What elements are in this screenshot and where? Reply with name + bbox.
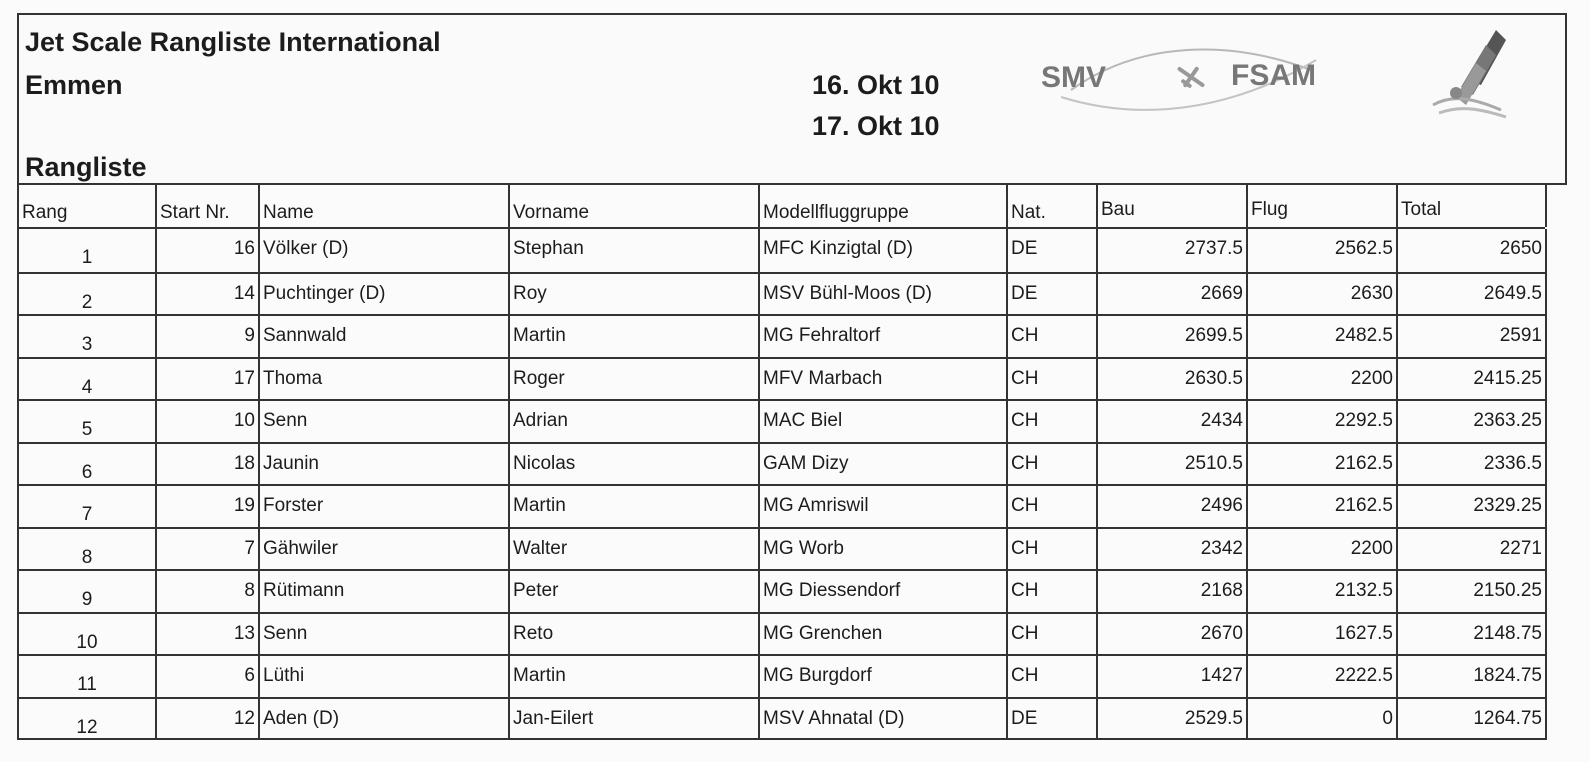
cell-total: 2591 <box>1499 325 1542 346</box>
table-row <box>19 229 1545 272</box>
cell-modellfluggruppe: MAC Biel <box>760 401 1008 442</box>
cell-total: 2649.5 <box>1483 282 1542 304</box>
cell-flug: 2222.5 <box>1248 656 1398 697</box>
cell-rang: 3 <box>19 316 157 357</box>
cell-bau: 2737.5 <box>1098 229 1248 272</box>
cell-name: Forster <box>260 486 510 527</box>
smv-fsam-logo <box>1031 35 1331 115</box>
eagle-emblem-icon <box>1411 25 1521 135</box>
cell-total: 2415.25 <box>1473 367 1542 389</box>
cell-name: Sannwald <box>260 316 510 357</box>
column-header-rang: Rang <box>19 185 157 227</box>
cell-vorname: Adrian <box>510 401 760 442</box>
cell-total: 1264.75 <box>1473 707 1542 729</box>
column-header-vorname: Vorname <box>510 185 760 227</box>
cell-vorname: Martin <box>510 656 760 697</box>
cell-nat: CH <box>1008 444 1098 485</box>
cell-nat: CH <box>1008 359 1098 400</box>
cell-flug: 2162.5 <box>1248 444 1398 485</box>
cell-start-nr: 19 <box>157 486 260 527</box>
cell-nat: DE <box>1008 699 1098 740</box>
cell-modellfluggruppe: MG Burgdorf <box>760 656 1008 697</box>
cell-modellfluggruppe: MFC Kinzigtal (D) <box>760 229 1008 272</box>
column-header-total: Total <box>1398 185 1547 227</box>
column-header-start-nr: Start Nr. <box>157 185 260 227</box>
cell-bau: 2434 <box>1098 401 1248 442</box>
cell-start-nr: 13 <box>157 614 260 655</box>
cell-rang: 10 <box>19 614 157 655</box>
cell-total: 2650 <box>1499 238 1542 259</box>
cell-flug: 2162.5 <box>1248 486 1398 527</box>
cell-total: 2336.5 <box>1483 452 1542 474</box>
cell-start-nr: 9 <box>157 316 260 357</box>
cell-rang: 9 <box>19 571 157 612</box>
cell-modellfluggruppe: MFV Marbach <box>760 359 1008 400</box>
cell-start-nr: 6 <box>157 656 260 697</box>
logo-text-fsam: FSAM <box>1231 59 1316 92</box>
cell-start-nr: 16 <box>157 229 260 272</box>
table-row <box>19 612 1545 655</box>
cell-modellfluggruppe: MG Amriswil <box>760 486 1008 527</box>
cell-name: Aden (D) <box>260 699 510 740</box>
cell-total: 1824.75 <box>1473 665 1542 686</box>
cell-flug: 2482.5 <box>1248 316 1398 357</box>
cell-start-nr: 8 <box>157 571 260 612</box>
logo-text-smv: SMV <box>1041 61 1107 94</box>
cell-bau: 2168 <box>1098 571 1248 612</box>
cell-rang: 11 <box>19 656 157 697</box>
cell-vorname: Walter <box>510 529 760 570</box>
cell-name: Senn <box>260 614 510 655</box>
column-header-modellfluggruppe: Modellfluggruppe <box>760 185 1008 227</box>
cell-bau: 2670 <box>1098 614 1248 655</box>
table-row <box>19 442 1545 485</box>
column-header-name: Name <box>260 185 510 227</box>
cell-bau: 2529.5 <box>1098 699 1248 740</box>
table-row <box>19 697 1545 740</box>
table-row <box>19 399 1545 442</box>
cell-name: Lüthi <box>260 656 510 697</box>
cell-nat: DE <box>1008 229 1098 272</box>
cell-vorname: Peter <box>510 571 760 612</box>
table-row <box>19 527 1545 570</box>
cell-nat: CH <box>1008 656 1098 697</box>
cell-flug: 1627.5 <box>1248 614 1398 655</box>
table-row <box>19 654 1545 697</box>
cell-nat: CH <box>1008 401 1098 442</box>
cell-name: Völker (D) <box>260 229 510 272</box>
table-row <box>19 314 1545 357</box>
cell-nat: CH <box>1008 614 1098 655</box>
cell-rang: 4 <box>19 359 157 400</box>
cell-name: Rütimann <box>260 571 510 612</box>
cell-rang: 8 <box>19 529 157 570</box>
column-header-nat: Nat. <box>1008 185 1098 227</box>
cell-modellfluggruppe: MG Diessendorf <box>760 571 1008 612</box>
cell-flug: 2200 <box>1248 529 1398 570</box>
cell-name: Gähwiler <box>260 529 510 570</box>
column-header-bau: Bau <box>1098 185 1248 227</box>
cell-vorname: Jan-Eilert <box>510 699 760 740</box>
cell-nat: CH <box>1008 571 1098 612</box>
cell-total: 2329.25 <box>1473 495 1542 516</box>
cell-modellfluggruppe: MSV Bühl-Moos (D) <box>760 274 1008 315</box>
cell-bau: 2496 <box>1098 486 1248 527</box>
cell-modellfluggruppe: MSV Ahnatal (D) <box>760 699 1008 740</box>
cell-start-nr: 12 <box>157 699 260 740</box>
cell-flug: 2562.5 <box>1248 229 1398 272</box>
cell-vorname: Martin <box>510 316 760 357</box>
cell-rang: 12 <box>19 699 157 740</box>
cell-name: Thoma <box>260 359 510 400</box>
cell-total: 2271 <box>1499 537 1542 559</box>
cell-vorname: Roy <box>510 274 760 315</box>
table-row <box>19 484 1545 527</box>
cell-rang: 5 <box>19 401 157 442</box>
cell-total: 2148.75 <box>1473 622 1542 644</box>
event-location: Emmen <box>25 70 123 100</box>
cell-vorname: Nicolas <box>510 444 760 485</box>
cell-rang: 2 <box>19 274 157 315</box>
cell-name: Senn <box>260 401 510 442</box>
table-row <box>19 569 1545 612</box>
event-date-2: 17. Okt 10 <box>812 111 940 141</box>
table-row <box>19 357 1545 400</box>
cell-bau: 2510.5 <box>1098 444 1248 485</box>
cell-bau: 2342 <box>1098 529 1248 570</box>
cell-start-nr: 10 <box>157 401 260 442</box>
cell-nat: DE <box>1008 274 1098 315</box>
results-table <box>17 229 1547 740</box>
cell-name: Puchtinger (D) <box>260 274 510 315</box>
cell-flug: 2630 <box>1248 274 1398 315</box>
table-row <box>19 272 1545 315</box>
event-date-1: 16. Okt 10 <box>812 70 940 100</box>
cell-bau: 2669 <box>1098 274 1248 315</box>
cell-total: 2363.25 <box>1473 410 1542 431</box>
cell-bau: 2630.5 <box>1098 359 1248 400</box>
table-header-row <box>17 185 1545 229</box>
cell-flug: 2132.5 <box>1248 571 1398 612</box>
column-header-flug: Flug <box>1248 185 1398 227</box>
cell-modellfluggruppe: GAM Dizy <box>760 444 1008 485</box>
page-title: Jet Scale Rangliste International <box>25 27 441 57</box>
cell-vorname: Stephan <box>510 229 760 272</box>
cell-rang: 6 <box>19 444 157 485</box>
cell-modellfluggruppe: MG Worb <box>760 529 1008 570</box>
section-title: Rangliste <box>25 152 147 182</box>
cell-modellfluggruppe: MG Grenchen <box>760 614 1008 655</box>
cell-rang: 1 <box>19 229 157 272</box>
cell-rang: 7 <box>19 486 157 527</box>
cell-start-nr: 14 <box>157 274 260 315</box>
cell-start-nr: 18 <box>157 444 260 485</box>
cell-flug: 0 <box>1248 699 1398 740</box>
cell-total: 2150.25 <box>1473 580 1542 601</box>
cell-vorname: Roger <box>510 359 760 400</box>
cell-bau: 1427 <box>1098 656 1248 697</box>
airplane-icon <box>1174 61 1208 93</box>
cell-nat: CH <box>1008 486 1098 527</box>
cell-name: Jaunin <box>260 444 510 485</box>
cell-bau: 2699.5 <box>1098 316 1248 357</box>
cell-start-nr: 17 <box>157 359 260 400</box>
cell-start-nr: 7 <box>157 529 260 570</box>
cell-vorname: Reto <box>510 614 760 655</box>
cell-modellfluggruppe: MG Fehraltorf <box>760 316 1008 357</box>
cell-flug: 2292.5 <box>1248 401 1398 442</box>
cell-flug: 2200 <box>1248 359 1398 400</box>
cell-nat: CH <box>1008 316 1098 357</box>
cell-vorname: Martin <box>510 486 760 527</box>
cell-nat: CH <box>1008 529 1098 570</box>
header-box <box>17 13 1567 185</box>
